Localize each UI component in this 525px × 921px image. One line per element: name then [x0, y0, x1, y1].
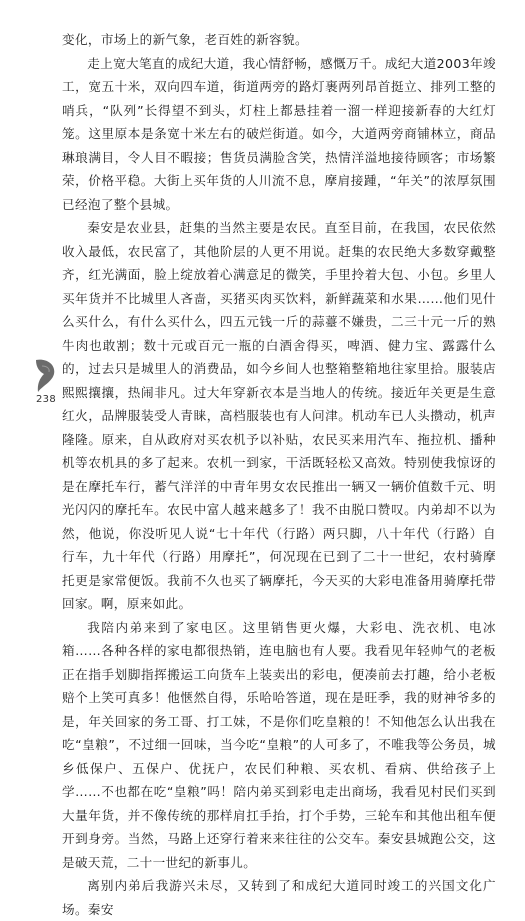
paragraph-4: 我陪内弟来到了家电区。这里销售更火爆，大彩电、洗衣机、电冰箱……各种各样的家电都很热销，连电脑也有人要。我看见年轻帅气的老板正在指手划脚指挥搬运工向货车上装卖出的彩电，便凑前去打趣，给小老板赔个上笑可真多！他惬然自得，乐哈哈答道，现在是旺季，我的财神爷多的是，年关回家的务工哥、打工妹，不是你们吃皇粮的！不知他怎么认出我在吃“皇粮”，不过细一回味，当今吃“皇粮”的人可多了，不唯我等公务员，城乡低保户、五保户、优抚户，农民们种粮、买农机、看病、供给孩子上学……不也都在吃“皇粮”吗！陪内弟买到彩电走出商场，我看见村民们买到大量年货，并不像传统的那样肩扛手抬，打个手势，三轮车和其他出租车便开到身旁。当然，马路上还穿行着来来往往的公交车。秦安县城跑公交，这是破天荒，二十一世纪的新事儿。: [62, 619, 496, 870]
paragraph-1: 变化，市场上的新气象，老百姓的新容貌。: [62, 32, 308, 47]
paragraph-2: 走上宽大笔直的成纪大道，我心情舒畅，感慨万千。成纪大道2003年竣工，宽五十米，双向四车道，街道两旁的路灯裹两列昂首挺立、排列工整的哨兵，“队列”长得望不到头，灯柱上都悬挂着一溜一样迎接新春的大红灯笼。这里原本是条宽十米左右的破烂街道。如今，大道两旁商铺林立，商品琳琅满目，令人目不暇接；售货员满脸含笑，热情洋溢地接待顾客；市场繁荣，价格平稳。大街上买年货的人川流不息，摩肩接踵，“年关”的浓厚氛围已经泡了整个县城。: [62, 55, 497, 212]
page-number: 238: [36, 394, 56, 405]
body-text: [62, 28, 496, 921]
paragraph-5: 离别内弟后我游兴未尽，又转到了和成纪大道同时竣工的兴国文化广场。秦安: [62, 878, 496, 917]
paragraph-3: 秦安是农业县，赶集的当然主要是农民。直至目前，在我国，农民依然收入最低，农民富了，其他阶层的人更不用说。赶集的农民绝大多数穿戴整齐，红光满面，脸上绽放着心满意足的微笑，手里拎着大包、小包。乡里人买年货并不比城里人吝啬，买猪买肉买饮料，新鲜蔬菜和水果……他们见什么买什么，有什么买什么，四五元钱一斤的蒜薹不嫌贵，二三十元一斤的熟牛肉也敢割；数十元或百元一瓶的白酒舍得买，啤酒、健力宝、露露什么的，过去只是城里人的消费品，如今乡间人也整箱整箱地往家里拾。服装店熙熙攘攘，热闹非凡。过大年穿新衣本是当地人的传统。接近年关更是生意红火，品牌服装受人青睐，高档服装也有人问津。机动车已人头攒动，机声隆隆。原来，自从政府对买农机予以补贴，农民买来用汽车、拖拉机、播种机等农机具的多了起来。农机一到家，干活既轻松又高效。特别使我惊讶的是在摩托车行，蓄气洋洋的中青年男女农民推出一辆又一辆价值数千元、明光闪闪的摩托车。农民中富人越来越多了！我不由脱口赞叹。内弟却不以为然，他说，你没听见人说“七十年代（行路）两只脚，八十年代（行路）自行车，九十年代（行路）用摩托”，何况现在已到了二十一世纪，农村骑摩托更是家常便饭。我前不久也买了辆摩托，今天买的大彩电准备用骑摩托带回家。啊，原来如此。: [62, 220, 496, 611]
